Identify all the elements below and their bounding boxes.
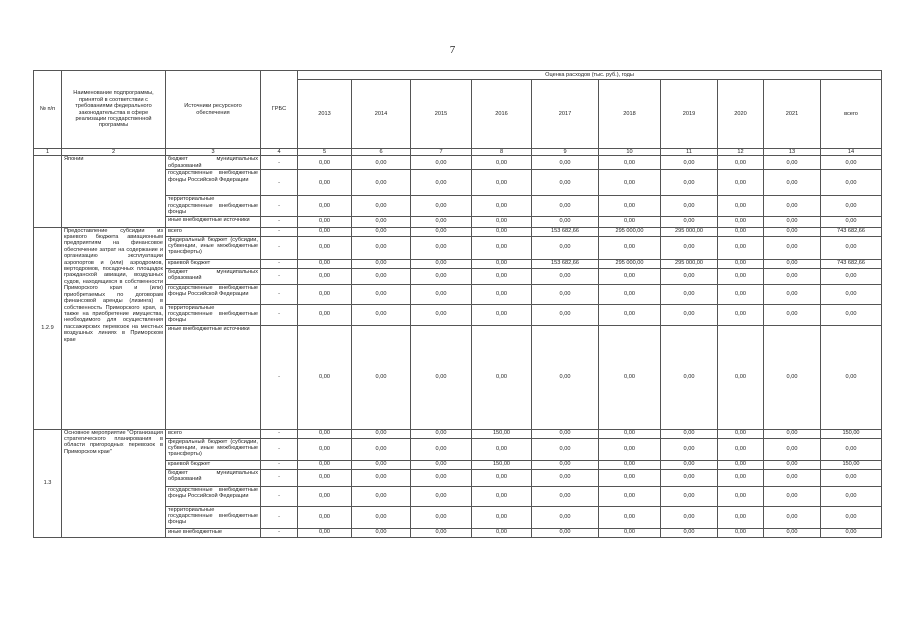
value-cell: 0,00 [661,170,718,196]
value-cell: 0,00 [764,304,821,325]
col-name-header: Наименование подпрограммы, принятой в соответствии с требованиями федерального законодательства в сфере реализации государственной программы [62,71,166,149]
table-row [34,227,882,236]
year-header-2020: 2020 [718,80,764,149]
column-index-cell: 11 [661,149,718,156]
value-cell: 0,00 [599,216,661,227]
row-id-cell: 1.2.9 [34,227,62,429]
value-cell: 0,00 [352,438,411,460]
value-cell: 0,00 [661,438,718,460]
grbs-cell: - [261,227,298,236]
value-cell: 0,00 [718,325,764,429]
grbs-cell: - [261,170,298,196]
value-cell: 0,00 [298,528,352,537]
grbs-cell: - [261,528,298,537]
row-id-cell [34,156,62,227]
grbs-cell: - [261,284,298,304]
value-cell: 0,00 [411,460,472,469]
value-cell: 0,00 [718,506,764,528]
value-cell: 0,00 [352,259,411,268]
value-cell: 0,00 [298,438,352,460]
value-cell: 0,00 [661,469,718,486]
funding-source-cell: территориальные государственные внебюджетные фонды [166,196,261,216]
value-cell: 0,00 [472,216,532,227]
grbs-cell: - [261,429,298,438]
value-cell: 0,00 [718,486,764,506]
column-index-cell: 8 [472,149,532,156]
value-cell: 0,00 [532,268,599,284]
row-id-cell: 1.3 [34,429,62,537]
column-index-cell: 12 [718,149,764,156]
funding-source-cell: иные внебюджетные источники [166,325,261,429]
value-cell: 0,00 [352,486,411,506]
value-cell: 0,00 [298,196,352,216]
value-cell: 0,00 [298,284,352,304]
value-cell: 0,00 [718,284,764,304]
grbs-cell: - [261,325,298,429]
value-cell: 0,00 [599,469,661,486]
funding-source-cell: территориальные государственные внебюджетные фонды [166,304,261,325]
value-cell: 0,00 [298,325,352,429]
value-cell: 0,00 [298,469,352,486]
value-cell: 0,00 [764,528,821,537]
value-cell: 0,00 [298,236,352,259]
value-cell: 0,00 [599,236,661,259]
value-cell: 0,00 [298,170,352,196]
value-cell: 0,00 [472,438,532,460]
value-cell: 0,00 [472,506,532,528]
value-cell: 0,00 [472,236,532,259]
value-cell: 0,00 [298,460,352,469]
value-cell: 0,00 [764,284,821,304]
value-cell: 0,00 [472,528,532,537]
value-cell: 0,00 [411,429,472,438]
year-header-2019: 2019 [661,80,718,149]
funding-source-cell: государственные внебюджетные фонды Российской Федерации [166,486,261,506]
value-cell: 0,00 [472,284,532,304]
value-cell: 0,00 [599,506,661,528]
value-cell: 0,00 [821,304,882,325]
value-cell: 0,00 [411,227,472,236]
value-cell: 0,00 [352,284,411,304]
budget-table [33,70,882,538]
value-cell: 0,00 [661,486,718,506]
value-cell: 0,00 [599,156,661,170]
column-index-cell: 3 [166,149,261,156]
value-cell: 0,00 [821,284,882,304]
value-cell: 0,00 [821,528,882,537]
value-cell: 0,00 [821,196,882,216]
value-cell: 0,00 [599,284,661,304]
funding-source-cell: краевой бюджет [166,460,261,469]
value-cell: 0,00 [821,506,882,528]
value-cell: 0,00 [821,486,882,506]
value-cell: 0,00 [411,304,472,325]
funding-source-cell: иные внебюджетные [166,528,261,537]
value-cell: 0,00 [599,429,661,438]
value-cell: 0,00 [821,236,882,259]
grbs-cell: - [261,304,298,325]
value-cell: 0,00 [599,486,661,506]
value-cell: 0,00 [532,528,599,537]
value-cell: 0,00 [599,438,661,460]
value-cell: 0,00 [298,259,352,268]
value-cell: 0,00 [298,304,352,325]
value-cell: 0,00 [661,304,718,325]
value-cell: 153 682,66 [532,227,599,236]
value-cell: 0,00 [411,216,472,227]
column-index-cell: 1 [34,149,62,156]
table-row [34,156,882,170]
grbs-cell: - [261,506,298,528]
value-cell: 0,00 [411,438,472,460]
value-cell: 0,00 [472,259,532,268]
value-cell: 0,00 [718,429,764,438]
program-name-cell: Предоставление субсидии из краевого бюджета авиационным предприятиям на финансовое обеспечение затрат на содержание и организацию эксплуатации аэропортов и (или) аэродромов, вертодромов, посадочных площадок гражданской авиации, воздушных судов, находящихся в собственности Приморского края и (или) приобретаемых по договорам финансовой аренды (лизинга) в собственность Приморского края, а также на приобретение имущества, необходимого для осуществления пассажирских перевозок на местных воздушных линиях в Приморском крае [62,227,166,429]
value-cell: 0,00 [718,227,764,236]
value-cell: 0,00 [764,325,821,429]
value-cell: 295 000,00 [599,227,661,236]
value-cell: 0,00 [472,156,532,170]
value-cell: 0,00 [661,528,718,537]
value-cell: 0,00 [472,469,532,486]
value-cell: 0,00 [718,304,764,325]
value-cell: 0,00 [764,156,821,170]
funding-source-cell: бюджет муниципальных образований [166,469,261,486]
value-cell: 153 682,66 [532,259,599,268]
value-cell: 0,00 [821,438,882,460]
value-cell: 0,00 [411,528,472,537]
value-cell: 0,00 [298,429,352,438]
value-cell: 0,00 [411,196,472,216]
program-name-cell: Основное мероприятие "Организация стратегического планирования в области пригородных перевозок в Приморском крае" [62,429,166,537]
col-grbs-header: ГРБС [261,71,298,149]
funding-source-cell: государственные внебюджетные фонды Российской Федерации [166,170,261,196]
value-cell: 0,00 [352,528,411,537]
value-cell: 0,00 [352,236,411,259]
value-cell: 0,00 [532,216,599,227]
program-name-cell: Японии [62,156,166,227]
year-header-2014: 2014 [352,80,411,149]
grbs-cell: - [261,196,298,216]
value-cell: 0,00 [352,304,411,325]
value-cell: 0,00 [352,460,411,469]
funding-source-cell: федеральный бюджет (субсидии, субвенции, иные межбюджетные трансферты) [166,438,261,460]
column-index-cell: 14 [821,149,882,156]
page-number: 7 [449,44,456,56]
value-cell: 0,00 [411,325,472,429]
column-index-cell: 5 [298,149,352,156]
value-cell: 150,00 [472,460,532,469]
column-index-cell: 2 [62,149,166,156]
value-cell: 0,00 [718,170,764,196]
value-cell: 0,00 [821,170,882,196]
value-cell: 0,00 [532,284,599,304]
value-cell: 0,00 [352,469,411,486]
value-cell: 0,00 [352,156,411,170]
value-cell: 0,00 [411,156,472,170]
grbs-cell: - [261,156,298,170]
year-header-2021: 2021 [764,80,821,149]
value-cell: 150,00 [821,429,882,438]
grbs-cell: - [261,438,298,460]
year-header-2017: 2017 [532,80,599,149]
value-cell: 0,00 [352,429,411,438]
funding-source-cell: иные внебюджетные источники [166,216,261,227]
value-cell: 0,00 [532,156,599,170]
value-cell: 0,00 [472,304,532,325]
column-index-cell: 10 [599,149,661,156]
value-cell: 0,00 [661,268,718,284]
value-cell: 0,00 [764,438,821,460]
value-cell: 0,00 [764,460,821,469]
value-cell: 0,00 [599,196,661,216]
grbs-cell: - [261,460,298,469]
value-cell: 0,00 [718,438,764,460]
column-index-cell: 6 [352,149,411,156]
column-index-row [34,149,882,156]
value-cell: 0,00 [599,325,661,429]
value-cell: 0,00 [411,268,472,284]
value-cell: 0,00 [298,506,352,528]
col-sources-header: Источники ресурсного обеспечения [166,71,261,149]
col-estimate-header: Оценка расходов (тыс. руб.), годы [298,71,882,80]
value-cell: 0,00 [352,268,411,284]
value-cell: 0,00 [718,469,764,486]
value-cell: 0,00 [298,268,352,284]
value-cell: 0,00 [718,156,764,170]
funding-source-cell: бюджет муниципальных образований [166,268,261,284]
funding-source-cell: всего [166,429,261,438]
funding-source-cell: бюджет муниципальных образований [166,156,261,170]
value-cell: 0,00 [718,460,764,469]
value-cell: 0,00 [661,216,718,227]
year-header-2013: 2013 [298,80,352,149]
value-cell: 0,00 [661,325,718,429]
value-cell: 0,00 [352,325,411,429]
grbs-cell: - [261,469,298,486]
column-index-cell: 9 [532,149,599,156]
value-cell: 0,00 [532,325,599,429]
value-cell: 0,00 [352,506,411,528]
value-cell: 0,00 [764,486,821,506]
value-cell: 0,00 [599,460,661,469]
value-cell: 0,00 [411,469,472,486]
value-cell: 0,00 [764,196,821,216]
value-cell: 0,00 [532,429,599,438]
value-cell: 0,00 [532,486,599,506]
value-cell: 0,00 [764,227,821,236]
value-cell: 0,00 [298,227,352,236]
funding-source-cell: федеральный бюджет (субсидии, субвенции, иные межбюджетные трансферты) [166,236,261,259]
value-cell: 0,00 [764,429,821,438]
value-cell: 0,00 [532,460,599,469]
value-cell: 150,00 [821,460,882,469]
value-cell: 0,00 [599,304,661,325]
value-cell: 743 682,66 [821,259,882,268]
year-header-2015: 2015 [411,80,472,149]
value-cell: 0,00 [298,486,352,506]
value-cell: 0,00 [821,216,882,227]
value-cell: 295 000,00 [661,259,718,268]
value-cell: 0,00 [532,196,599,216]
value-cell: 0,00 [661,429,718,438]
value-cell: 0,00 [532,236,599,259]
value-cell: 0,00 [411,170,472,196]
value-cell: 0,00 [472,325,532,429]
value-cell: 0,00 [352,170,411,196]
value-cell: 0,00 [532,469,599,486]
value-cell: 0,00 [411,486,472,506]
value-cell: 0,00 [298,156,352,170]
value-cell: 0,00 [661,196,718,216]
value-cell: 0,00 [661,156,718,170]
value-cell: 0,00 [764,236,821,259]
grbs-cell: - [261,236,298,259]
value-cell: 150,00 [472,429,532,438]
value-cell: 0,00 [764,268,821,284]
year-header-2018: 2018 [599,80,661,149]
value-cell: 0,00 [532,170,599,196]
value-cell: 0,00 [472,486,532,506]
value-cell: 0,00 [764,469,821,486]
value-cell: 0,00 [718,196,764,216]
value-cell: 0,00 [764,216,821,227]
col-id-header: № п/п [34,71,62,149]
funding-source-cell: государственные внебюджетные фонды Российской Федерации [166,284,261,304]
value-cell: 0,00 [599,528,661,537]
value-cell: 0,00 [661,284,718,304]
value-cell: 0,00 [764,259,821,268]
value-cell: 295 000,00 [599,259,661,268]
value-cell: 0,00 [532,438,599,460]
value-cell: 0,00 [718,268,764,284]
value-cell: 0,00 [599,170,661,196]
value-cell: 0,00 [764,170,821,196]
column-index-cell: 13 [764,149,821,156]
value-cell: 0,00 [472,268,532,284]
value-cell: 0,00 [411,284,472,304]
value-cell: 0,00 [821,469,882,486]
funding-source-cell: краевой бюджет [166,259,261,268]
value-cell: 0,00 [411,506,472,528]
value-cell: 0,00 [599,268,661,284]
grbs-cell: - [261,259,298,268]
table-row [34,429,882,438]
value-cell: 0,00 [661,460,718,469]
value-cell: 0,00 [352,227,411,236]
value-cell: 0,00 [411,259,472,268]
grbs-cell: - [261,486,298,506]
value-cell: 0,00 [472,170,532,196]
grbs-cell: - [261,216,298,227]
value-cell: 0,00 [298,216,352,227]
value-cell: 295 000,00 [661,227,718,236]
value-cell: 0,00 [472,227,532,236]
value-cell: 0,00 [821,325,882,429]
value-cell: 0,00 [532,304,599,325]
value-cell: 0,00 [821,156,882,170]
value-cell: 0,00 [411,236,472,259]
value-cell: 0,00 [764,506,821,528]
funding-source-cell: территориальные государственные внебюджетные фонды [166,506,261,528]
value-cell: 0,00 [718,236,764,259]
year-header-всего: всего [821,80,882,149]
value-cell: 0,00 [821,268,882,284]
grbs-cell: - [261,268,298,284]
value-cell: 0,00 [661,236,718,259]
year-header-2016: 2016 [472,80,532,149]
value-cell: 0,00 [352,216,411,227]
value-cell: 0,00 [718,216,764,227]
value-cell: 0,00 [718,259,764,268]
value-cell: 0,00 [472,196,532,216]
value-cell: 0,00 [352,196,411,216]
value-cell: 0,00 [532,506,599,528]
value-cell: 0,00 [718,528,764,537]
funding-source-cell: всего [166,227,261,236]
value-cell: 743 682,66 [821,227,882,236]
column-index-cell: 4 [261,149,298,156]
value-cell: 0,00 [661,506,718,528]
column-index-cell: 7 [411,149,472,156]
